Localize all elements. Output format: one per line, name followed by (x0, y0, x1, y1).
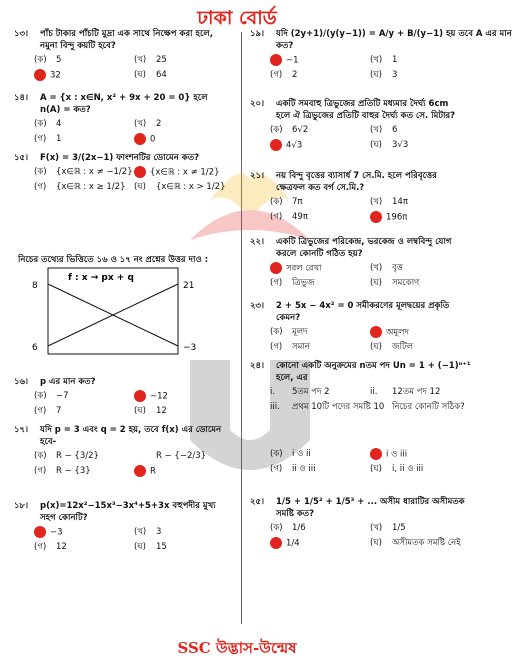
question-text: F(x) = 3/(2x−1) ফাংশনটির ডোমেন কত? (40, 153, 200, 163)
option-value: অসীমতক সমষ্টি নেই (392, 538, 461, 548)
question-text-cont: সহগ কোনটি? (40, 513, 88, 523)
question-text: একটি সমবাহু ত্রিভুজের প্রতিটি মধ্যমার দৈর্ঘ্য 6cm (276, 99, 449, 109)
question-text: A = {x : x∈N, x² + 9x + 20 = 0} হলে (40, 93, 208, 103)
option-value: 0 (150, 134, 156, 145)
option-label: (ঘ) (370, 140, 382, 150)
option-label: (খ) (370, 55, 383, 65)
option-label: (খ) (370, 125, 383, 135)
question-text-cont: সমষ্টি কত? (276, 509, 315, 519)
option-1[interactable] (370, 124, 397, 136)
option-value: নিচের কোনটি সঠিক? (392, 402, 465, 412)
option-value: 12তম পদ 12 (392, 387, 441, 397)
option-label: (গ) (34, 182, 47, 192)
option-2[interactable] (34, 541, 67, 553)
passage-hint: নিচের তথ্যের ভিত্তিতে ১৬ ও ১৭ নং প্রশ্নের উত্তর দাও : (18, 255, 209, 265)
question-text-cont: হলে, এর (276, 373, 308, 383)
question-number: ২১। (250, 171, 265, 181)
option-label: (ক) (34, 451, 47, 461)
option-3[interactable] (370, 211, 407, 224)
question-number: ১৭। (14, 425, 29, 435)
option-1[interactable] (370, 196, 408, 208)
option-3[interactable] (370, 401, 465, 413)
option-0[interactable] (270, 196, 303, 208)
question-text: একটি ত্রিভুজের পরিকেন্দ্র, ভরকেন্দ্র ও লম্ববিন্দু যোগ (276, 237, 452, 247)
option-3[interactable] (370, 69, 397, 81)
option-value: R (150, 466, 156, 477)
option-value: 1/6 (292, 523, 306, 533)
option-2[interactable] (270, 69, 297, 81)
option-label: (ক) (34, 391, 47, 401)
option-value: 1/5 (392, 523, 406, 533)
page-title: ঢাকা বোর্ড (197, 7, 277, 29)
option-1[interactable] (134, 166, 220, 179)
q24-option-0[interactable] (270, 448, 311, 460)
option-value: জটিল (392, 342, 414, 352)
option-1[interactable] (134, 526, 161, 538)
option-label: (ক) (34, 55, 47, 65)
option-label: (খ) (134, 119, 147, 129)
option-label: (ঘ) (370, 342, 382, 352)
option-value: বৃত্ত (392, 263, 403, 273)
option-value: R − {3} (56, 466, 91, 476)
answer-marker-icon (270, 54, 282, 66)
question-text-cont: ক্ষেত্রফল কত বর্গ সে.মি.? (276, 183, 365, 193)
option-3[interactable] (134, 69, 167, 81)
option-1[interactable] (134, 118, 161, 130)
question-text-cont: হলে ঐ ত্রিভুজের প্রতিটি বাহুর দৈর্ঘ্য কত সে. মিটার? (276, 111, 456, 121)
q24-option-3[interactable] (370, 463, 423, 475)
option-value: 7π (292, 197, 303, 207)
option-0[interactable] (270, 326, 308, 338)
option-label: ii. (370, 387, 378, 397)
option-2[interactable] (34, 181, 126, 193)
option-value: ত্রিভুজ (292, 278, 315, 288)
option-label: iii. (270, 402, 280, 412)
answer-marker-icon (270, 262, 282, 274)
question-number: ২৩। (250, 301, 265, 311)
option-label: (গ) (34, 134, 47, 144)
option-value: i ও iii (386, 449, 408, 460)
option-label: (গ) (34, 406, 47, 416)
option-label: (ঘ) (370, 538, 382, 548)
option-value: −7 (56, 391, 69, 401)
option-value: {x∈ℝ : x ≠ 1/2} (150, 167, 220, 178)
option-value: 7 (56, 406, 62, 416)
question-text: যদি (2y+1)/(y(y−1)) = A/y + B/(y−1) হয় তবে A এর মান (276, 29, 512, 39)
option-1[interactable] (370, 522, 406, 534)
option-label: (ঘ) (134, 542, 146, 552)
option-1[interactable] (134, 390, 168, 403)
domain-8: 8 (32, 281, 38, 291)
option-value: অমূলদ (386, 327, 409, 338)
question-text: p(x)=12x²−15x³−3x⁴+5+3x বহুপদীর মুখ্য (40, 501, 216, 511)
option-label: (ক) (270, 197, 283, 207)
question-number: ১৪। (14, 93, 29, 103)
option-value: 2 (156, 119, 162, 129)
answer-marker-icon (370, 326, 382, 338)
option-label: (ঘ) (370, 464, 382, 474)
option-value: 25 (156, 55, 167, 65)
option-3[interactable] (134, 133, 155, 146)
option-3[interactable] (134, 541, 167, 553)
option-value: 64 (156, 70, 167, 80)
option-value: i ও ii (292, 449, 311, 459)
option-2[interactable] (270, 401, 384, 413)
option-value: 5 (56, 55, 62, 65)
option-label: (গ) (270, 278, 283, 288)
option-label: (গ) (34, 466, 47, 476)
option-value: 49π (292, 212, 308, 222)
option-3[interactable] (134, 465, 156, 478)
answer-marker-icon (370, 211, 382, 223)
option-0[interactable] (270, 386, 330, 398)
option-0[interactable] (34, 54, 61, 66)
option-value: 5তম পদ 2 (292, 387, 330, 397)
option-value: 2 (292, 70, 298, 80)
option-label: (ঘ) (134, 406, 146, 416)
option-label: (খ) (370, 263, 383, 273)
option-value: 3 (392, 70, 398, 80)
option-label: (খ) (370, 197, 383, 207)
option-2[interactable] (270, 341, 310, 353)
option-value: 12 (156, 406, 167, 416)
option-value: −1 (286, 55, 299, 66)
option-label: i. (270, 387, 276, 397)
option-value: R − {−2/3} (156, 451, 207, 461)
option-3[interactable] (370, 341, 413, 353)
question-text: পাঁচ টাকার পাঁচটি মুদ্রা এক সাথে নিক্ষেপ করা হলে, (40, 29, 213, 39)
option-value: 1/4 (286, 538, 300, 549)
answer-marker-icon (134, 465, 146, 477)
option-label: (ঘ) (370, 70, 382, 80)
question-number: ২২। (250, 237, 265, 247)
question-text-cont: করলে কোনটি গঠিত হয়? (276, 249, 363, 259)
option-value: প্রথম 10টি পদের সমষ্টি 10 (292, 402, 385, 412)
footer-brand: SSC উদ্ভাস-উন্মেষ (177, 639, 297, 657)
option-value: 3 (156, 527, 162, 537)
option-0[interactable] (34, 118, 61, 130)
option-label: (গ) (270, 464, 283, 474)
question-number: ২০। (250, 99, 265, 109)
answer-marker-icon (134, 390, 146, 402)
option-2[interactable] (270, 139, 302, 152)
option-value: সমান (292, 342, 310, 352)
option-0[interactable] (270, 54, 299, 67)
answer-marker-icon (134, 166, 146, 178)
question-text: 1/5 + 1/5² + 1/5³ + ... অসীম ধারাটির অসীমতক (276, 497, 465, 507)
option-0[interactable] (34, 166, 133, 178)
question-number: ১৯। (250, 29, 265, 39)
option-label: (ঘ) (134, 70, 146, 80)
option-0[interactable] (270, 522, 306, 534)
answer-marker-icon (370, 448, 382, 460)
question-number: ২৫। (250, 497, 265, 507)
question-number: ১৬। (14, 377, 29, 387)
option-label: (গ) (270, 342, 283, 352)
question-text-cont: কেমন? (276, 313, 301, 323)
option-label: (ক) (270, 449, 283, 459)
option-3[interactable] (134, 405, 167, 417)
option-value: 196π (386, 212, 408, 223)
question-number: ২৪। (250, 361, 265, 371)
option-2[interactable] (270, 211, 308, 223)
option-value: 1 (392, 55, 398, 65)
option-value: 32 (50, 70, 61, 81)
option-3[interactable] (370, 139, 408, 151)
option-value: −12 (150, 391, 168, 402)
option-label: (ক) (34, 119, 47, 129)
option-label: (ক) (270, 125, 283, 135)
option-value: 6 (392, 125, 398, 135)
q24-option-1[interactable] (370, 448, 407, 461)
option-2[interactable] (34, 133, 61, 145)
option-value: 3√3 (392, 140, 409, 150)
answer-marker-icon (34, 526, 46, 538)
question-number: ১৩। (14, 29, 29, 39)
option-1[interactable] (134, 450, 206, 462)
mapping-diagram (18, 264, 208, 359)
option-value: R − {3/2} (56, 451, 99, 461)
option-value: −3 (50, 527, 63, 538)
option-value: সমকোণ (392, 278, 420, 288)
option-value: 4√3 (286, 140, 303, 151)
option-0[interactable] (34, 450, 99, 462)
question-number: ১৫। (14, 153, 29, 163)
option-1[interactable] (370, 54, 397, 66)
question-text: কোনো একটি অনুক্রমের nতম পদ Un = 1 + (−1)ⁿ⁺¹ (276, 361, 471, 371)
question-text: p এর মান কত? (40, 377, 96, 387)
question-text: 2 + 5x − 4x² = 0 সমীকরণের মূলদ্বয়ের প্রকৃতি (276, 301, 450, 311)
answer-marker-icon (270, 537, 282, 549)
option-value: মূলদ (292, 327, 308, 337)
option-label: (ঘ) (370, 278, 382, 288)
range-21: 21 (183, 281, 195, 291)
question-text-cont: n(A) = কত? (40, 105, 91, 115)
option-3[interactable] (370, 537, 461, 549)
option-value: 1 (56, 134, 62, 144)
option-label: (খ) (134, 527, 147, 537)
option-2[interactable] (34, 69, 61, 82)
option-value: 4 (56, 119, 62, 129)
option-2[interactable] (34, 465, 91, 477)
question-text: নয় বিন্দু বৃত্তের ব্যাসার্ধ 7 সে.মি. হলে পরিবৃত্তের (276, 171, 437, 181)
option-label: (খ) (370, 523, 383, 533)
option-label: (ঘ) (134, 182, 146, 192)
question-number: ১৮। (14, 501, 29, 511)
option-value: ii ও iii (292, 464, 316, 474)
option-label: (ক) (34, 167, 47, 177)
option-0[interactable] (34, 526, 63, 539)
option-0[interactable] (270, 262, 322, 275)
q24-option-2[interactable] (270, 463, 315, 475)
option-3[interactable] (134, 181, 226, 193)
column-divider (241, 32, 242, 624)
option-label: (গ) (270, 212, 283, 222)
option-2[interactable] (270, 537, 300, 550)
option-2[interactable] (270, 277, 315, 289)
option-0[interactable] (270, 124, 308, 136)
option-value: 6√2 (292, 125, 309, 135)
option-label: (ক) (270, 327, 283, 337)
option-value: i, ii ও iii (392, 464, 424, 474)
option-1[interactable] (370, 386, 440, 398)
answer-marker-icon (270, 139, 282, 151)
option-value: 12 (56, 542, 67, 552)
option-1[interactable] (370, 326, 409, 339)
domain-6: 6 (32, 343, 38, 353)
option-3[interactable] (370, 277, 419, 289)
option-value: 15 (156, 542, 167, 552)
option-label: (গ) (34, 542, 47, 552)
option-value: {x∈ℝ : x ≠ −1/2} (56, 167, 133, 177)
option-label: (খ) (134, 55, 147, 65)
option-value: {x∈ℝ : x ≥ 1/2} (56, 182, 126, 192)
question-text-cont: নমুনা বিন্দু কয়টি হবে? (40, 41, 116, 51)
option-1[interactable] (370, 262, 403, 274)
option-value: সরল রেখা (286, 263, 322, 274)
question-text: যদি p = 3 এবং q = 2 হয়, তবে f(x) এর ডোমেন (40, 425, 222, 435)
option-2[interactable] (34, 405, 61, 417)
answer-marker-icon (134, 133, 146, 145)
question-text-cont: হবে- (40, 437, 57, 447)
mapping-rule: f : x → px + q (68, 273, 134, 283)
option-1[interactable] (134, 54, 167, 66)
option-value: {x∈ℝ : x > 1/2} (156, 182, 226, 192)
answer-marker-icon (34, 69, 46, 81)
option-0[interactable] (34, 390, 69, 402)
question-text-cont: কত? (276, 41, 294, 51)
option-label: (গ) (270, 70, 283, 80)
range-minus3: −3 (183, 343, 197, 353)
option-value: 14π (392, 197, 408, 207)
option-label: (ক) (270, 523, 283, 533)
